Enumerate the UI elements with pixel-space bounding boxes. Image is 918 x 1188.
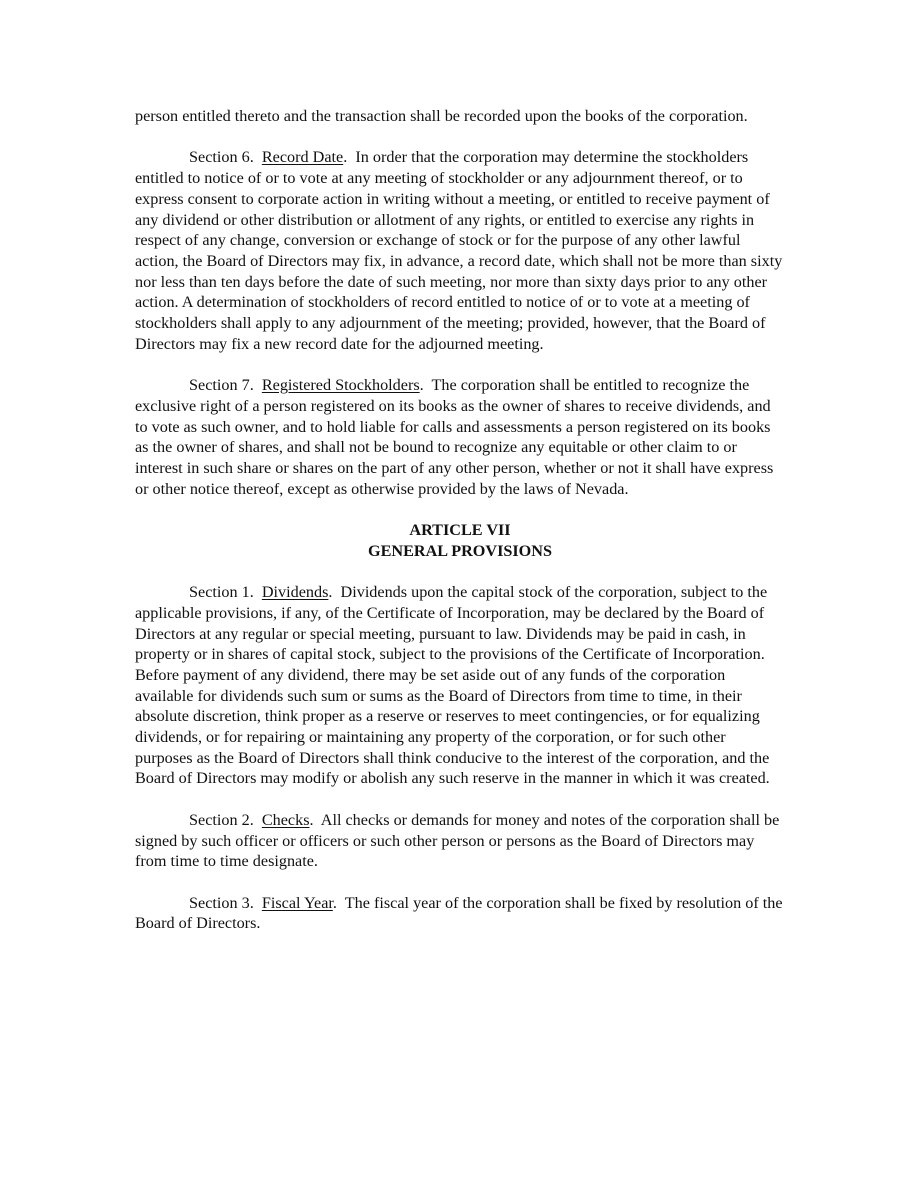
article-7-section-2-prefix: Section 2.	[189, 810, 254, 829]
article-7-section-3-prefix: Section 3.	[189, 893, 254, 912]
article-7-section-2-body: All checks or demands for money and notes of the corporation shall be signed by such officer or officers or such other person or persons as the Board of Directors may from time to time designate.	[135, 810, 780, 871]
article-number: ARTICLE VII	[409, 521, 511, 540]
intro-text: person entitled thereto and the transaction shall be recorded upon the books of the corporation.	[135, 107, 748, 125]
section-6-title: Record Date	[261, 148, 344, 167]
article-7-section-1-body: Dividends upon the capital stock of the corporation, subject to the applicable provisions, if any, of the Certificate of Incorporation, may be declared by the Board of Directors at any regular or special meeting, pursuant to law. Dividends may be paid in cash, in property or in shares of capital stock, subject to the provisions of the Certificate of Incorporation. Before payment of any dividend, there may be set aside out of any funds of the corporation available for dividends such sum or sums as the Board of Directors from time to time, in their absolute discretion, think proper as a reserve or reserves to meet contingencies, or for equalizing dividends, or for repairing or maintaining any property of the corporation, or for such other purposes as the Board of Directors shall think conducive to the interest of the corporation, and the Board of Directors may modify or abolish any such reserve in the manner in which it was created.	[135, 583, 770, 788]
article-7-section-1-paragraph: Section 1. Dividends. Dividends upon the capital stock of the corporation, subject to the applicable provisions, if any, of the Certificate of Incorporation, may be declared by the Board of Directors at any regular or special meeting, pursuant to law. Dividends may be paid in cash, in property or in shares of capital stock, subject to the provisions of the Certificate of Incorporation. Before payment of any dividend, there may be set aside out of any funds of the corporation available for dividends such sum or sums as the Board of Directors from time to time, in their absolute discretion, think proper as a reserve or reserves to meet contingencies, or for equalizing dividends, or for repairing or maintaining any property of the corporation, or for such other purposes as the Board of Directors shall think conducive to the interest of the corporation, and the Board of Directors may modify or abolish any such reserve in the manner in which it was created.	[135, 583, 770, 788]
article-heading	[135, 520, 785, 561]
section-6-prefix: Section 6.	[189, 148, 254, 167]
section-6-body: In order that the corporation may determine the stockholders entitled to notice of or to vote at any meeting of stockholder or any adjournment thereof, or to express consent to corporate action in writing without a meeting, or entitled to receive payment of any dividend or other distribution or allotment of any rights, or entitled to exercise any rights in respect of any change, conversion or exchange of stock or for the purpose of any other lawful action, the Board of Directors may fix, in advance, a record date, which shall not be more than sixty nor less than ten days before the date of such meeting, nor more than sixty days prior to any other action. A determination of stockholders of record entitled to notice of or to vote at a meeting of stockholders shall apply to any adjournment of the meeting; provided, however, that the Board of Directors may fix a new record date for the adjourned meeting.	[135, 148, 783, 353]
article-title: GENERAL PROVISIONS	[368, 541, 552, 560]
section-7-prefix: Section 7.	[189, 376, 254, 395]
section-7-paragraph: Section 7. Registered Stockholders. The corporation shall be entitled to recognize the exclusive right of a person registered on its books as the owner of shares to receive dividends, and to vote as such owner, and to hold liable for calls and assessments a person registered on its books as the owner of shares, and shall not be bound to recognize any equitable or other claim to or interest in such share or shares on the part of any other person, whether or not it shall have express or other notice thereof, except as otherwise provided by the laws of Nevada.	[135, 376, 774, 498]
article-7-section-2-paragraph: Section 2. Checks. All checks or demands for money and notes of the corporation shall be signed by such officer or officers or such other person or persons as the Board of Directors may from time to time designate.	[135, 810, 780, 871]
article-7-section-1-prefix: Section 1.	[189, 583, 254, 602]
intro-paragraph	[135, 106, 785, 127]
article-7-section-3-paragraph: Section 3. Fiscal Year. The fiscal year of the corporation shall be fixed by resolution of the Board of Directors.	[135, 893, 783, 933]
article-7-section-3-body: The fiscal year of the corporation shall be fixed by resolution of the Board of Directors.	[135, 893, 783, 933]
section-6-paragraph: Section 6. Record Date. In order that the corporation may determine the stockholders entitled to notice of or to vote at any meeting of stockholder or any adjournment thereof, or to express consent to corporate action in writing without a meeting, or entitled to receive payment of any dividend or other distribution or allotment of any rights, or entitled to exercise any rights in respect of any change, conversion or exchange of stock or for the purpose of any other lawful action, the Board of Directors may fix, in advance, a record date, which shall not be more than sixty nor less than ten days before the date of such meeting, nor more than sixty days prior to any other action. A determination of stockholders of record entitled to notice of or to vote at a meeting of stockholders shall apply to any adjournment of the meeting; provided, however, that the Board of Directors may fix a new record date for the adjourned meeting.	[135, 148, 783, 353]
section-7-body: The corporation shall be entitled to recognize the exclusive right of a person registered on its books as the owner of shares to receive dividends, and to vote as such owner, and to hold liable for calls and assessments a person registered on its books as the owner of shares, and shall not be bound to recognize any equitable or other claim to or interest in such share or shares on the part of any other person, whether or not it shall have express or other notice thereof, except as otherwise provided by the laws of Nevada.	[135, 376, 774, 498]
document-body	[135, 106, 785, 955]
section-7-title: Registered Stockholders	[261, 376, 420, 395]
article-7-section-2-title: Checks	[261, 810, 310, 829]
article-7-section-1-title: Dividends	[261, 583, 329, 602]
article-7-section-3-title: Fiscal Year	[261, 893, 333, 912]
